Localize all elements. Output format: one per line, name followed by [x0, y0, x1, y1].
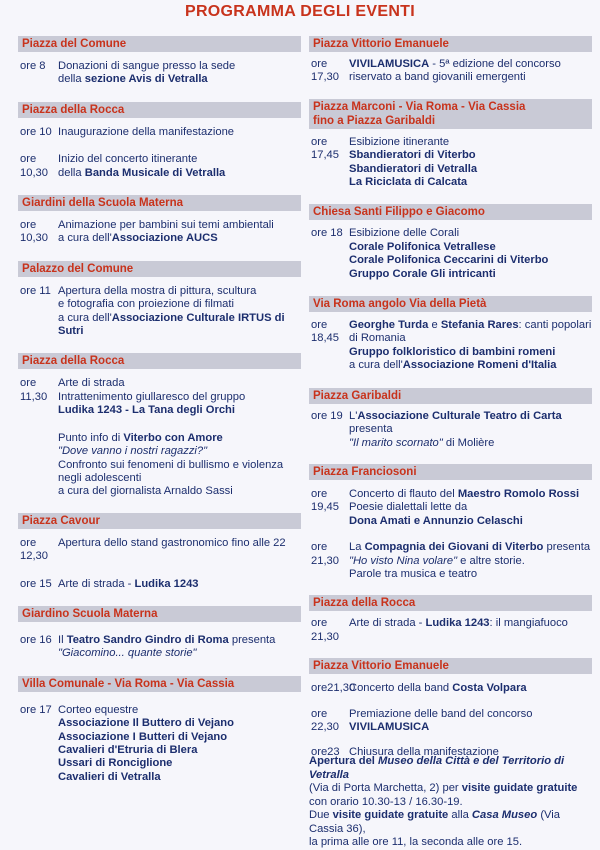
- performer: Maestro Romolo Rossi: [457, 487, 580, 500]
- text: Punto info di: [58, 431, 124, 444]
- text: della: [58, 166, 85, 179]
- organizer: Associazione AUCS: [111, 232, 218, 245]
- event-line: [349, 488, 592, 501]
- event-time: ore 16: [20, 633, 52, 646]
- section-giardino-scuola-materna: [18, 606, 301, 661]
- event-time: ore 17: [20, 703, 52, 716]
- event-line: [349, 319, 592, 332]
- section-piazza-garibaldi: [309, 388, 592, 450]
- museum-name: Museo della Città e del Territorio di Vetralla: [309, 755, 565, 781]
- section-chiesa-santi: [309, 204, 592, 281]
- left-column: [18, 36, 301, 784]
- section-header: Giardini della Scuola Materna: [18, 195, 301, 211]
- event-line: [349, 58, 592, 71]
- note-line: con orario 10.30-13 / 16.30-19.: [309, 795, 463, 808]
- event: [309, 410, 592, 450]
- text: a cura dell': [58, 232, 112, 245]
- section-palazzo-del-comune: [18, 261, 301, 339]
- event-line: La Riciclata di Calcata: [349, 176, 468, 189]
- event-line: [58, 232, 301, 245]
- event-time: ore 21,30: [311, 617, 339, 643]
- event: [18, 285, 301, 339]
- event: [309, 708, 592, 735]
- section-header: Palazzo del Comune: [18, 261, 301, 277]
- event: [309, 58, 592, 85]
- museum-note: [309, 755, 594, 850]
- event-line: Inizio del concerto itinerante: [58, 153, 198, 166]
- event-line: Animazione per bambini sui temi ambientali: [58, 219, 274, 232]
- event-time: ore 21,30: [311, 541, 339, 567]
- event-line: Apertura della mostra di pittura, scultura: [58, 284, 257, 297]
- event-line: Donazioni di sangue presso la sede: [58, 60, 236, 72]
- event-description: [58, 153, 301, 180]
- event-line: [58, 73, 301, 86]
- section-header: Piazza Vittorio Emanuele: [309, 658, 592, 674]
- event-line: Gruppo Corale Gli intricanti: [349, 267, 496, 280]
- section-piazza-della-rocca: [18, 102, 301, 180]
- text: (Via Cassia 36),: [309, 809, 561, 835]
- section-header: Piazza della Rocca: [18, 102, 301, 118]
- event-time: ore 8: [20, 60, 46, 72]
- text: presenta: [349, 423, 393, 436]
- section-header: Chiesa Santi Filippo e Giacomo: [309, 204, 592, 220]
- section-villa-comunale: [18, 676, 301, 784]
- event-description: [58, 377, 301, 498]
- event: [309, 488, 592, 528]
- event: [18, 634, 301, 661]
- event-description: [58, 60, 301, 87]
- event: [309, 227, 592, 281]
- right-column: [309, 36, 592, 760]
- spacer: [58, 418, 301, 432]
- event-line: [58, 578, 301, 591]
- text: presenta: [543, 541, 591, 554]
- event-line: Corale Polifonica Ceccarini di Viterbo: [349, 254, 549, 267]
- event-line: riservato a band giovanili emergenti: [349, 71, 526, 84]
- section-header: Giardino Scuola Materna: [18, 606, 301, 622]
- text: Concerto di flauto del: [349, 487, 458, 500]
- organizer: Banda Musicale di Vetralla: [84, 166, 226, 179]
- text: La: [349, 541, 365, 554]
- text: e: [428, 319, 441, 332]
- event-time: ore 10,30: [20, 153, 48, 179]
- text: L': [349, 409, 358, 422]
- header-line: fino a Piazza Garibaldi: [313, 114, 436, 127]
- event-line: Premiazione delle band del concorso: [349, 707, 533, 720]
- event-line: [349, 437, 592, 450]
- event-line: "Giacomino... quante storie": [58, 647, 197, 660]
- section-header: Villa Comunale - Via Roma - Via Cassia: [18, 676, 301, 692]
- note-line: la prima alle ore 11, la seconda alle ore 15.: [309, 836, 523, 848]
- event-description: [349, 708, 592, 735]
- event-time: ore21,30: [311, 682, 356, 695]
- text: (Via di Porta Marchetta, 2) per: [309, 782, 462, 794]
- text: Concerto della band: [349, 682, 453, 695]
- event-line: Sbandieratori di Vetralla: [349, 162, 478, 175]
- event-line: Inaugurazione della manifestazione: [58, 125, 235, 138]
- event-line: negli adolescenti: [58, 471, 142, 484]
- organizer: Associazione Romeni d'Italia: [402, 359, 557, 372]
- event-time: ore 11: [20, 284, 51, 297]
- organizer: Teatro Sandro Gindro di Roma: [66, 633, 229, 646]
- event-line: Poesie dialettali lette da: [349, 501, 468, 514]
- event-line: Corteo equestre: [58, 703, 139, 716]
- event: [18, 537, 301, 564]
- event-description: [58, 126, 301, 139]
- text: - 5ª edizione del concorso: [429, 58, 561, 70]
- event: [18, 377, 301, 498]
- note-line: [309, 809, 594, 836]
- text: alla: [448, 809, 472, 821]
- event-line: [58, 312, 301, 339]
- section-piazza-vittorio-emanuele: [309, 36, 592, 85]
- event-line: a cura del giornalista Arnaldo Sassi: [58, 485, 233, 498]
- event-line: Cavalieri d'Etruria di Blera: [58, 743, 198, 756]
- event-line: VIVILAMUSICA: [349, 720, 430, 733]
- event-line: Intrattenimento giullaresco del gruppo: [58, 390, 246, 403]
- section-header: Piazza Vittorio Emanuele: [309, 36, 592, 52]
- highlight: visite guidate gratuite: [332, 809, 449, 821]
- note-line: [309, 782, 594, 796]
- event-time: ore 11,30: [20, 377, 48, 403]
- section-piazza-franciosoni: [309, 464, 592, 581]
- event-time: ore 19,45: [311, 487, 339, 514]
- text: Apertura del: [309, 755, 379, 767]
- event-time: ore 12,30: [20, 536, 48, 563]
- event-line: Sbandieratori di Viterbo: [349, 149, 476, 162]
- event-description: [349, 488, 592, 528]
- event-line: Associazione I Butteri di Vejano: [58, 730, 228, 743]
- section-piazza-marconi: [309, 99, 592, 190]
- event-time: ore 10,30: [20, 219, 48, 245]
- text: e altre storie.: [457, 554, 525, 567]
- show-title: "Il marito scornato": [349, 436, 443, 449]
- text: della: [58, 73, 85, 86]
- event-description: [58, 219, 301, 246]
- event-description: [349, 58, 592, 85]
- event-description: [349, 319, 592, 373]
- organizer: Viterbo con Amore: [123, 431, 223, 444]
- organizer: Compagnia dei Giovani di Viterbo: [364, 541, 544, 554]
- event: [309, 319, 592, 373]
- event-line: di Romania: [349, 332, 406, 345]
- section-header: Via Roma angolo Via della Pietà: [309, 296, 592, 312]
- section-header: Piazza della Rocca: [309, 595, 592, 611]
- event: [309, 136, 592, 190]
- event: [18, 219, 301, 246]
- event: [309, 541, 592, 581]
- performer: Costa Volpara: [452, 682, 527, 695]
- event-line: [58, 167, 301, 180]
- text: a cura dell': [349, 359, 403, 372]
- event-line: [349, 410, 592, 437]
- section-header: Piazza Franciosoni: [309, 464, 592, 480]
- highlight: visite guidate gratuite: [461, 782, 578, 794]
- section-piazza-del-comune: [18, 36, 301, 87]
- event: [18, 704, 301, 784]
- event: [309, 617, 592, 644]
- show-title: "Ho visto Nina volare": [349, 554, 458, 567]
- section-header: [309, 99, 592, 129]
- text: Arte di strada -: [58, 577, 135, 590]
- note-line: [309, 755, 594, 782]
- event-description: [58, 634, 301, 661]
- event: [18, 126, 301, 139]
- organizer: Ludika 1243: [425, 617, 490, 630]
- event-line: Esibizione delle Corali: [349, 227, 460, 240]
- event-description: [349, 136, 592, 190]
- event: [18, 60, 301, 87]
- event-description: [58, 285, 301, 339]
- event-line: e fotografia con proiezione di filmati: [58, 298, 234, 311]
- text: Due: [309, 809, 333, 821]
- text: Arte di strada -: [349, 617, 426, 630]
- event-line: Associazione Il Buttero di Vejano: [58, 717, 234, 730]
- section-giardini-scuola-materna: [18, 195, 301, 246]
- organizer: sezione Avis di Vetralla: [84, 73, 208, 86]
- section-piazza-vittorio-emanuele-2: [309, 658, 592, 760]
- event-line: [58, 634, 301, 647]
- event-time: ore 17,45: [311, 135, 339, 162]
- event-time: ore23: [311, 746, 340, 759]
- section-header: Piazza Cavour: [18, 513, 301, 529]
- event-description: [58, 578, 301, 591]
- page-title: PROGRAMMA DEGLI EVENTI: [184, 3, 415, 20]
- event-line: [349, 682, 592, 695]
- section-header: Piazza del Comune: [18, 36, 301, 52]
- event: [18, 153, 301, 180]
- section-via-roma-angolo: [309, 296, 592, 373]
- event-description: [58, 537, 301, 564]
- event-time: ore 17,30: [311, 58, 339, 84]
- event-line: Cavalieri di Vetralla: [58, 770, 161, 783]
- text: presenta: [228, 633, 276, 646]
- event-line: "Dove vanno i nostri ragazzi?": [58, 445, 208, 458]
- text: : canti popolari: [518, 319, 592, 332]
- text: di Molière: [442, 436, 495, 449]
- event-line: Ludika 1243 - La Tana degli Orchi: [58, 404, 235, 417]
- event-line: Confronto sui fenomeni di bullismo e violenza: [58, 458, 284, 471]
- performer: Stefania Rares: [440, 319, 519, 332]
- event-time: ore 19: [311, 409, 343, 422]
- event-description: [58, 704, 301, 784]
- text: a cura dell': [58, 311, 112, 324]
- event-time: ore 10: [20, 125, 52, 138]
- event-line: Arte di strada: [58, 377, 125, 390]
- text: : il mangiafuoco: [489, 617, 568, 630]
- organizer: Associazione Culturale IRTUS di Sutri: [58, 311, 285, 338]
- event-line: Parole tra musica e teatro: [349, 567, 478, 580]
- organizer: Ludika 1243: [134, 577, 199, 590]
- section-piazza-della-rocca-3: [309, 595, 592, 644]
- event: [309, 682, 592, 695]
- text: Il: [58, 633, 67, 646]
- event-time: ore 15: [20, 577, 52, 590]
- event-description: [349, 227, 592, 281]
- section-header: Piazza Garibaldi: [309, 388, 592, 404]
- event-line: [349, 617, 592, 630]
- event-line: Corale Polifonica Vetrallese: [349, 240, 496, 253]
- event-description: [349, 682, 592, 695]
- organizer: Associazione Culturale Teatro di Carta: [357, 409, 562, 422]
- section-piazza-della-rocca-2: [18, 353, 301, 498]
- performer: Georghe Turda: [349, 319, 429, 332]
- event-line: [349, 555, 592, 568]
- event-line: [349, 541, 592, 554]
- event-line: [349, 359, 592, 372]
- event-line: Dona Amati e Annunzio Celaschi: [349, 514, 523, 527]
- event-line: Ussari di Ronciglione: [58, 757, 173, 770]
- event-line: [58, 432, 301, 445]
- event-description: [349, 617, 592, 644]
- event-time: ore 22,30: [311, 707, 339, 733]
- event-line: Apertura dello stand gastronomico fino alle 22: [58, 536, 286, 549]
- event-description: [349, 410, 592, 450]
- event-line: Gruppo folkloristico di bambini romeni: [349, 345, 556, 358]
- event-line: Chiusura della manifestazione: [349, 746, 499, 759]
- event-time: ore 18: [311, 227, 343, 240]
- event-line: Esibizione itinerante: [349, 135, 450, 148]
- organizer: VIVILAMUSICA: [349, 58, 430, 70]
- section-header: Piazza della Rocca: [18, 353, 301, 369]
- section-piazza-cavour: [18, 513, 301, 591]
- museum-name: Casa Museo: [471, 809, 538, 821]
- header-line: Piazza Marconi - Via Roma - Via Cassia: [313, 100, 526, 113]
- event-description: [349, 541, 592, 581]
- event-time: ore 18,45: [311, 319, 339, 345]
- event: [18, 578, 301, 591]
